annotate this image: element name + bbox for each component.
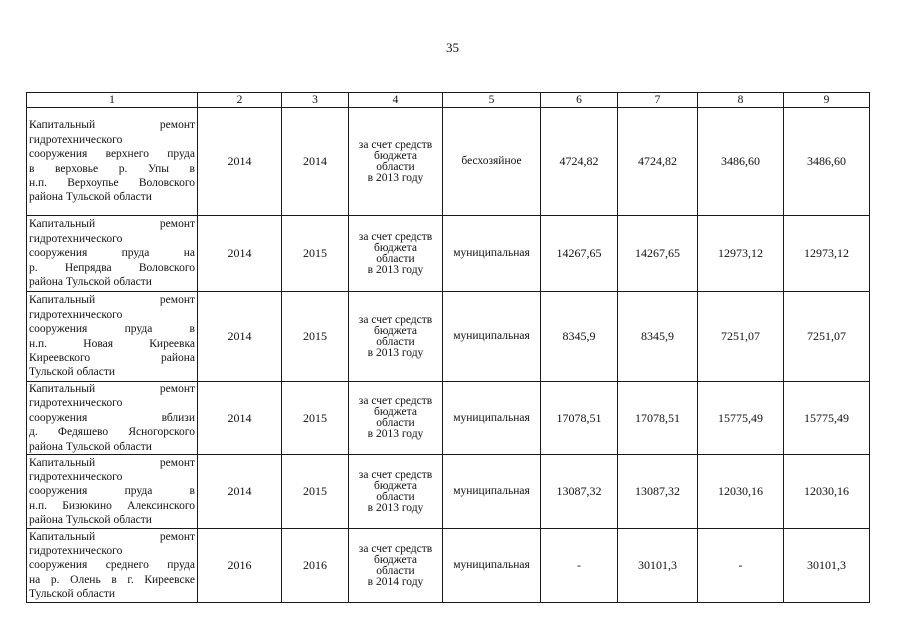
- object-name-line: Капитальный ремонт: [29, 119, 195, 132]
- funding-source-line: в 2013 году: [367, 346, 424, 359]
- amount-cell-c7: 14267,65: [618, 216, 698, 292]
- funding-source-line: бюджета: [374, 553, 417, 566]
- object-name-line: д. Федяшево Ясногорского: [29, 426, 195, 439]
- column-header: 3: [282, 93, 349, 108]
- object-name-line: сооружения пруда в: [29, 485, 195, 498]
- object-name-line: сооружения среднего пруда: [29, 559, 195, 572]
- funding-source-line: бюджета: [374, 324, 417, 337]
- page-number: 35: [446, 40, 459, 55]
- object-name-line: Капитальный ремонт: [29, 456, 195, 469]
- amount-cell-c7: 4724,82: [618, 108, 698, 216]
- object-name-line: гидротехнического: [29, 397, 123, 410]
- start-year-cell: 2014: [198, 455, 282, 529]
- funding-source-line: в 2013 году: [367, 171, 424, 184]
- column-header: 7: [618, 93, 698, 108]
- ownership-cell: муниципальная: [443, 382, 541, 455]
- funding-source-line: за счет средств: [358, 542, 433, 555]
- object-name-line: Капитальный ремонт: [29, 530, 195, 543]
- column-header: 5: [443, 93, 541, 108]
- amount-cell-c9: 7251,07: [784, 292, 870, 382]
- funding-source-line: области: [376, 160, 415, 173]
- funding-source-line: области: [376, 252, 415, 265]
- object-name-line: н.п. Новая Киреевка: [29, 337, 195, 350]
- ownership-cell: муниципальная: [443, 292, 541, 382]
- object-name-line: н.п. Бизюкино Алексинского: [29, 499, 195, 512]
- ownership-cell: муниципальная: [443, 455, 541, 529]
- object-name-cell: [27, 529, 198, 603]
- funding-source-line: области: [376, 335, 415, 348]
- end-year-cell: 2015: [282, 216, 349, 292]
- amount-cell-c7: 8345,9: [618, 292, 698, 382]
- start-year-cell: 2014: [198, 108, 282, 216]
- amount-cell-c8: 12973,12: [698, 216, 784, 292]
- amount-cell-c9: 30101,3: [784, 529, 870, 603]
- object-name-cell: [27, 108, 198, 216]
- object-name-cell: [27, 216, 198, 292]
- funding-source-cell: [349, 529, 443, 603]
- funding-source-line: области: [376, 490, 415, 503]
- ownership-cell: бесхозяйное: [443, 108, 541, 216]
- object-name-line: гидротехнического: [29, 308, 123, 321]
- start-year-cell: 2014: [198, 216, 282, 292]
- amount-cell-c9: 12973,12: [784, 216, 870, 292]
- end-year-cell: 2015: [282, 292, 349, 382]
- table-row: [27, 292, 870, 382]
- object-name-line: района Тульской области: [29, 440, 152, 453]
- funding-source-line: в 2013 году: [367, 428, 424, 441]
- column-header: 2: [198, 93, 282, 108]
- funding-source-line: за счет средств: [358, 395, 433, 408]
- funding-source-line: бюджета: [374, 241, 417, 254]
- amount-cell-c9: 12030,16: [784, 455, 870, 529]
- funding-source-line: бюджета: [374, 149, 417, 162]
- start-year-cell: 2014: [198, 292, 282, 382]
- amount-cell-c6: 13087,32: [541, 455, 618, 529]
- funding-source-line: бюджета: [374, 406, 417, 419]
- table-row: [27, 382, 870, 455]
- object-name-cell: [27, 455, 198, 529]
- amount-cell-c9: 15775,49: [784, 382, 870, 455]
- amount-cell-c8: 12030,16: [698, 455, 784, 529]
- object-name-line: гидротехнического: [29, 133, 123, 146]
- object-name-line: Тульской области: [29, 588, 116, 601]
- object-name-line: Капитальный ремонт: [29, 383, 195, 395]
- object-name-line: района Тульской области: [29, 276, 152, 289]
- object-name-cell: [27, 292, 198, 382]
- object-name-line: н.п. Верхоупье Воловского: [29, 176, 195, 189]
- funding-source-line: за счет средств: [358, 313, 433, 326]
- ownership-cell: муниципальная: [443, 529, 541, 603]
- table-row: [27, 108, 870, 216]
- object-name-line: сооружения верхнего пруда: [29, 148, 195, 161]
- amount-cell-c8: 15775,49: [698, 382, 784, 455]
- column-header: 9: [784, 93, 870, 108]
- end-year-cell: 2015: [282, 455, 349, 529]
- object-name-line: гидротехнического: [29, 232, 123, 245]
- table-row: [27, 455, 870, 529]
- funding-source-line: в 2013 году: [367, 263, 424, 276]
- object-name-line: гидротехнического: [29, 544, 123, 557]
- object-name-line: сооружения вблизи: [29, 411, 195, 424]
- object-name-line: р. Непрядва Воловского: [29, 261, 195, 274]
- amount-cell-c7: 30101,3: [618, 529, 698, 603]
- object-name-line: Капитальный ремонт: [29, 294, 195, 307]
- amount-cell-c6: -: [541, 529, 618, 603]
- column-header: 1: [27, 93, 198, 108]
- object-name-line: Тульской области: [29, 366, 116, 379]
- object-name-line: сооружения пруда на: [29, 247, 195, 260]
- funding-source-cell: [349, 292, 443, 382]
- start-year-cell: 2016: [198, 529, 282, 603]
- object-name-line: сооружения пруда в: [29, 323, 195, 336]
- funding-source-cell: [349, 382, 443, 455]
- funding-source-line: за счет средств: [358, 138, 433, 151]
- amount-cell-c6: 17078,51: [541, 382, 618, 455]
- funding-source-line: бюджета: [374, 479, 417, 492]
- column-header: 8: [698, 93, 784, 108]
- amount-cell-c8: 3486,60: [698, 108, 784, 216]
- object-name-line: на р. Олень в г. Киреевске: [29, 573, 195, 586]
- column-header: 4: [349, 93, 443, 108]
- object-name-line: Капитальный ремонт: [29, 218, 195, 231]
- table-row: [27, 529, 870, 603]
- object-name-line: Киреевского района: [29, 351, 195, 364]
- object-name-cell: [27, 382, 198, 455]
- amount-cell-c9: 3486,60: [784, 108, 870, 216]
- object-name-line: в верховье р. Упы в: [29, 162, 195, 175]
- end-year-cell: 2014: [282, 108, 349, 216]
- funding-source-cell: [349, 455, 443, 529]
- funding-source-line: за счет средств: [358, 230, 433, 243]
- funding-source-cell: [349, 108, 443, 216]
- table-body: [27, 108, 870, 603]
- object-name-line: района Тульской области: [29, 514, 152, 527]
- object-name-line: района Тульской области: [29, 191, 152, 204]
- funding-source-line: за счет средств: [358, 468, 433, 481]
- table-header-row: [27, 93, 870, 108]
- funding-source-line: в 2013 году: [367, 501, 424, 514]
- data-table: [26, 92, 870, 603]
- amount-cell-c8: -: [698, 529, 784, 603]
- amount-cell-c7: 13087,32: [618, 455, 698, 529]
- funding-source-line: области: [376, 564, 415, 577]
- amount-cell-c7: 17078,51: [618, 382, 698, 455]
- object-name-line: гидротехнического: [29, 470, 123, 483]
- end-year-cell: 2015: [282, 382, 349, 455]
- funding-source-line: в 2014 году: [367, 575, 424, 588]
- amount-cell-c6: 14267,65: [541, 216, 618, 292]
- column-header: 6: [541, 93, 618, 108]
- funding-source-cell: [349, 216, 443, 292]
- end-year-cell: 2016: [282, 529, 349, 603]
- funding-source-line: области: [376, 417, 415, 430]
- start-year-cell: 2014: [198, 382, 282, 455]
- amount-cell-c8: 7251,07: [698, 292, 784, 382]
- ownership-cell: муниципальная: [443, 216, 541, 292]
- table-row: [27, 216, 870, 292]
- amount-cell-c6: 4724,82: [541, 108, 618, 216]
- amount-cell-c6: 8345,9: [541, 292, 618, 382]
